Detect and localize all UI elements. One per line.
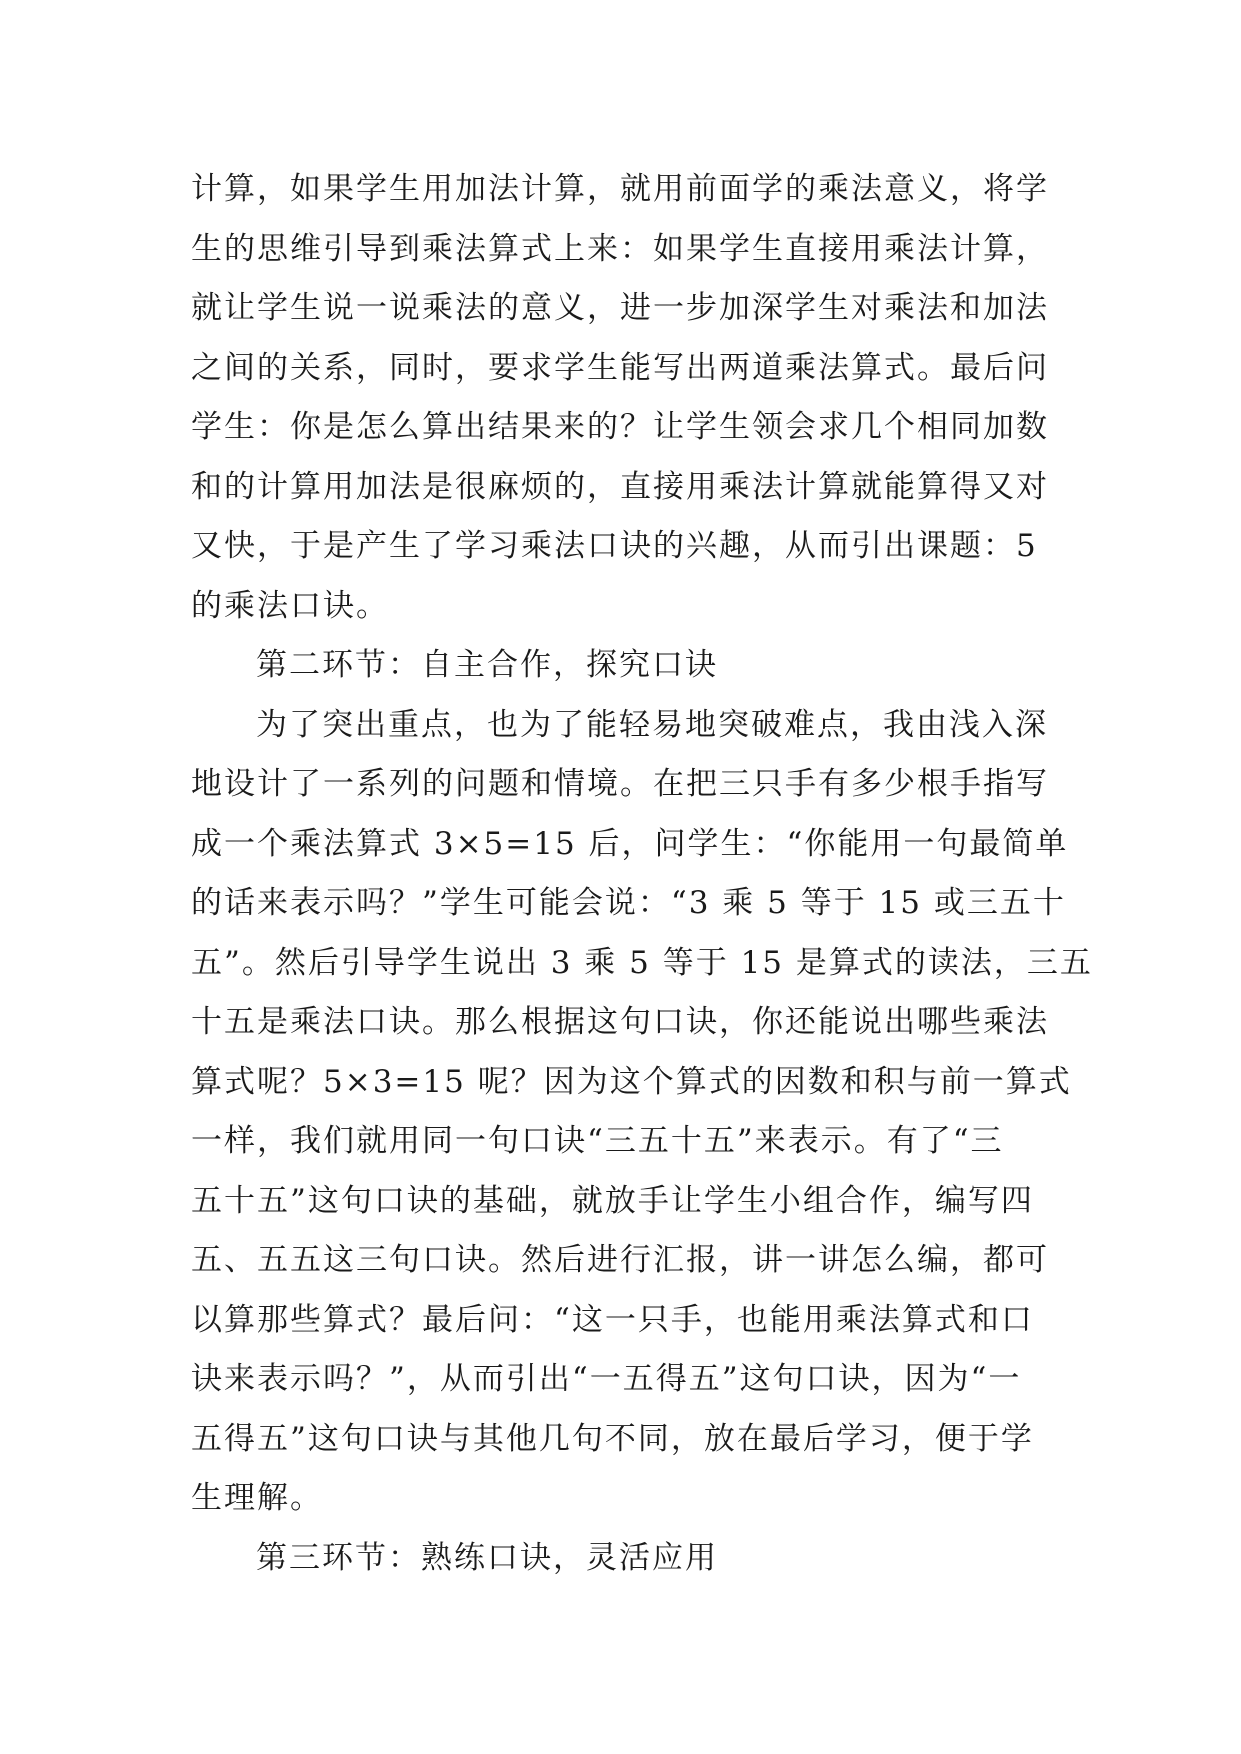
text-line: 五十五”这句口诀的基础，就放手让学生小组合作，编写四 xyxy=(191,1182,1034,1219)
text-line: 计算，如果学生用加法计算，就用前面学的乘法意义，将学 xyxy=(191,171,1049,207)
text-line: 生理解。 xyxy=(191,1480,323,1516)
text-line: 以算那些算式？最后问：“这一只手，也能用乘法算式和口 xyxy=(191,1301,1034,1338)
text-line: 一样，我们就用同一句口诀“三五十五”来表示。有了“三 xyxy=(191,1123,1004,1159)
text-line: 地设计了一系列的问题和情境。在把三只手有多少根手指写 xyxy=(191,766,1049,802)
text-line: 的话来表示吗？”学生可能会说：“3 乘 5 等于 15 或三五十 xyxy=(191,885,1066,921)
text-line: 生的思维引导到乘法算式上来：如果学生直接用乘法计算， xyxy=(191,230,1049,267)
text-line: 五”。然后引导学生说出 3 乘 5 等于 15 是算式的读法，三五 xyxy=(191,944,1093,981)
text-line: 为了突出重点，也为了能轻易地突破难点，我由浅入深 xyxy=(256,706,1048,743)
text-line: 学生：你是怎么算出结果来的？让学生领会求几个相同加数 xyxy=(191,409,1049,445)
text-line: 算式呢？5×3=15 呢？因为这个算式的因数和积与前一算式 xyxy=(191,1063,1072,1100)
text-line: 又快，于是产生了学习乘法口诀的兴趣，从而引出课题：5 xyxy=(191,528,1038,564)
document-body xyxy=(191,160,1093,1588)
text-line: 五得五”这句口诀与其他几句不同，放在最后学习，便于学 xyxy=(191,1420,1034,1457)
text-line: 诀来表示吗？”，从而引出“一五得五”这句口诀，因为“一 xyxy=(191,1361,1022,1397)
text-line: 十五是乘法口诀。那么根据这句口诀，你还能说出哪些乘法 xyxy=(191,1004,1049,1040)
section-heading: 第三环节：熟练口诀，灵活应用 xyxy=(256,1539,718,1576)
section-heading: 第二环节：自主合作，探究口诀 xyxy=(256,647,718,683)
text-line: 和的计算用加法是很麻烦的，直接用乘法计算就能算得又对 xyxy=(191,468,1049,505)
text-line: 之间的关系，同时，要求学生能写出两道乘法算式。最后问 xyxy=(191,349,1049,386)
text-line: 就让学生说一说乘法的意义，进一步加深学生对乘法和加法 xyxy=(191,290,1049,326)
text-line: 成一个乘法算式 3×5=15 后，问学生：“你能用一句最简单 xyxy=(191,825,1069,862)
text-line: 五、五五这三句口诀。然后进行汇报，讲一讲怎么编，都可 xyxy=(191,1242,1049,1278)
text-line: 的乘法口诀。 xyxy=(191,587,389,624)
